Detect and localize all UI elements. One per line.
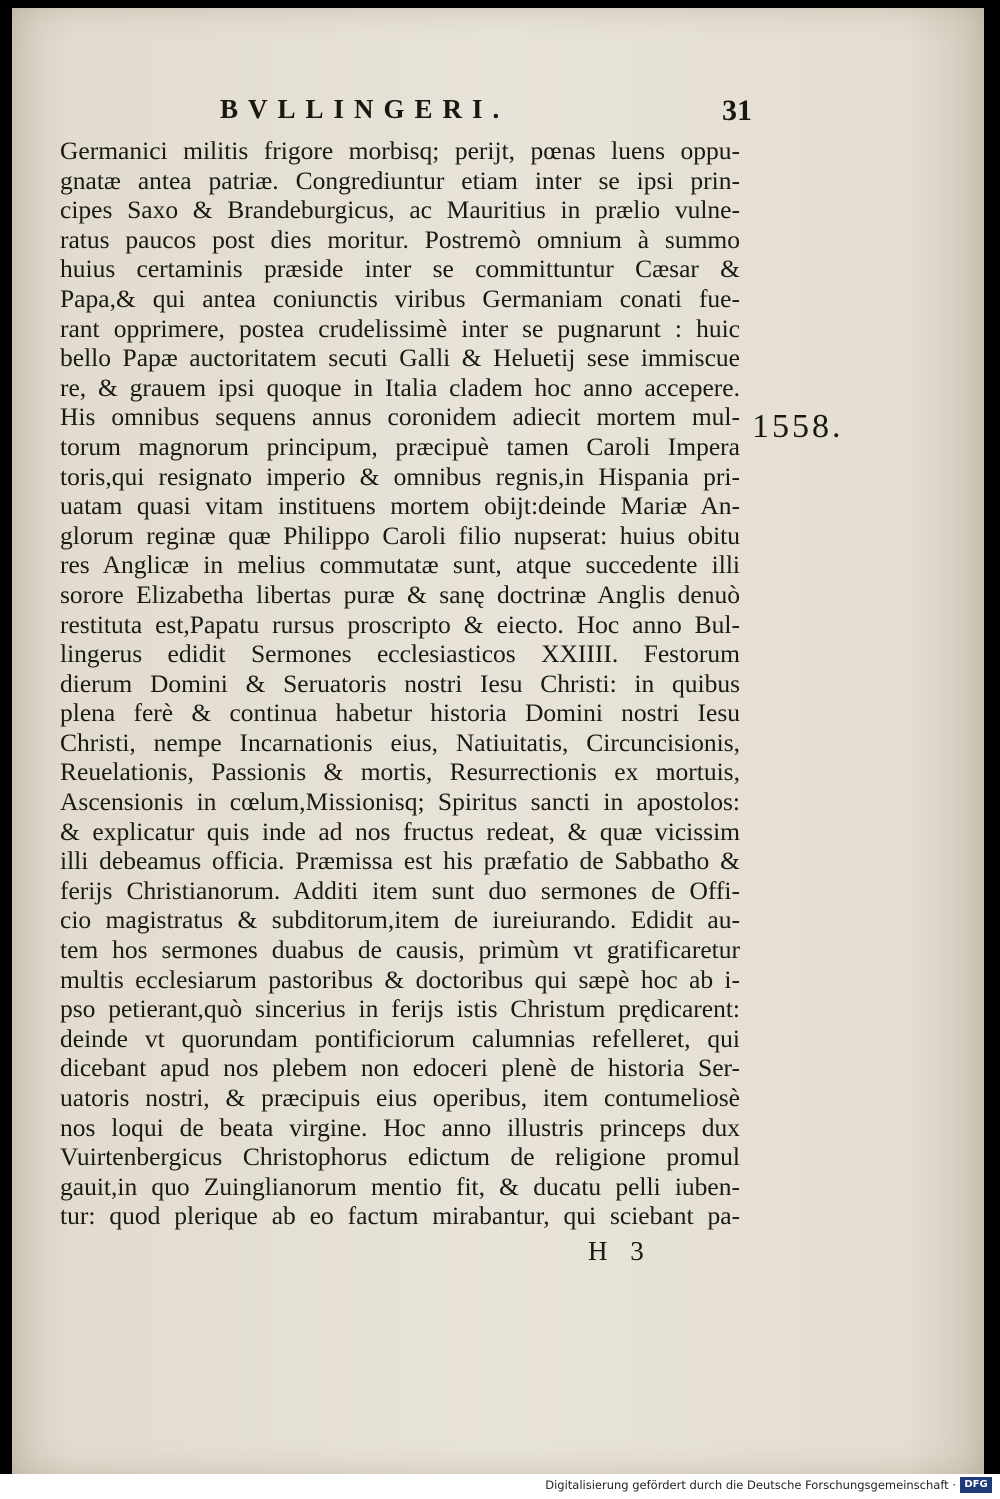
text-line: glorum reginæ quæ Philippo Caroli filio nupserat: huius obitu <box>60 520 740 550</box>
text-line: multis ecclesiarum pastoribus & doctoribus qui sæpè hoc ab i- <box>60 964 740 994</box>
text-line: Papa,& qui antea coniunctis viribus Germaniam conati fue- <box>60 283 740 313</box>
margin-year-note: 1558. <box>752 408 844 445</box>
text-line: ratus paucos post dies moritur. Postremò omnium à summo <box>60 224 740 254</box>
text-line: nos loqui de beata virgine. Hoc anno illustris princeps dux <box>60 1112 740 1142</box>
text-line: dierum Domini & Seruatoris nostri Iesu Christi: in quibus <box>60 668 740 698</box>
dfg-logo: DFG <box>960 1477 992 1493</box>
text-line: dicebant apud nos plebem non edoceri plenè de historia Ser- <box>60 1053 740 1083</box>
text-line: cio magistratus & subditorum,item de iureiurando. Edidit au- <box>60 905 740 935</box>
funding-notice: Digitalisierung gefördert durch die Deutsche Forschungsgemeinschaft · <box>545 1478 956 1492</box>
text-line: Vuirtenbergicus Christophorus edictum de religione promul <box>60 1142 740 1172</box>
page-number: 31 <box>722 94 752 127</box>
text-line: rant opprimere, postea crudelissimè inter se pugnarunt : huic <box>60 313 740 343</box>
text-line: sorore Elizabetha libertas puræ & sanę doctrinæ Anglis denuò <box>60 579 740 609</box>
body-text <box>60 136 740 1231</box>
text-line: uatoris nostri, & præcipuis eius operibus, item contumeliosè <box>60 1083 740 1112</box>
signature-mark: H 3 <box>588 1236 652 1266</box>
text-line: Germanici militis frigore morbisq; perijt, pœnas luens oppu- <box>60 136 740 165</box>
text-line: cipes Saxo & Brandeburgicus, ac Mauritius in prælio vulne- <box>60 195 740 225</box>
text-line: tur: quod plerique ab eo factum mirabantur, qui sciebant pa- <box>60 1201 740 1231</box>
text-line: plena ferè & continua habetur historia Domini nostri Iesu <box>60 698 740 728</box>
text-line: gnatæ antea patriæ. Congrediuntur etiam inter se ipsi prin- <box>60 165 740 195</box>
text-line: re, & grauem ipsi quoque in Italia cladem hoc anno accepere. <box>60 372 740 402</box>
text-line: restituta est,Papatu rursus proscripto & eiecto. Hoc anno Bul- <box>60 609 740 639</box>
text-line: ferijs Christianorum. Additi item sunt duo sermones de Offi- <box>60 875 740 905</box>
text-line: torum magnorum principum, præcipuè tamen Caroli Impera <box>60 431 740 461</box>
text-line: huius certaminis præside inter se committuntur Cæsar & <box>60 254 740 284</box>
book-page <box>12 8 984 1474</box>
text-line: His omnibus sequens annus coronidem adiecit mortem mul- <box>60 402 740 432</box>
text-line: Ascensionis in cœlum,Missionisq; Spiritus sancti in apostolos: <box>60 787 740 817</box>
text-line: Reuelationis, Passionis & mortis, Resurrectionis ex mortuis, <box>60 757 740 787</box>
text-line: tem hos sermones duabus de causis, primùm vt gratificaretur <box>60 935 740 965</box>
text-line: res Anglicæ in melius commutatæ sunt, atque succedente illi <box>60 550 740 580</box>
footer-bar <box>0 1474 1000 1499</box>
running-title: BVLLINGERI. <box>220 94 510 124</box>
text-line: lingerus edidit Sermones ecclesiasticos XXIIII. Festorum <box>60 639 740 669</box>
text-line: deinde vt quorundam pontificiorum calumnias refelleret, qui <box>60 1023 740 1053</box>
text-line: toris,qui resignato imperio & omnibus regnis,in Hispania pri- <box>60 461 740 491</box>
text-line: & explicatur quis inde ad nos fructus redeat, & quæ vicissim <box>60 816 740 846</box>
text-line: pso petierant,quò sincerius in ferijs istis Christum prędicarent: <box>60 994 740 1024</box>
text-line: uatam quasi vitam instituens mortem obijt:deinde Mariæ An- <box>60 491 740 521</box>
text-line: bello Papæ auctoritatem secuti Galli & Heluetij sese immiscue <box>60 343 740 373</box>
page-header <box>212 94 752 134</box>
text-line: illi debeamus officia. Præmissa est his præfatio de Sabbatho & <box>60 846 740 876</box>
text-line: Christi, nempe Incarnationis eius, Natiuitatis, Circuncisionis, <box>60 727 740 757</box>
text-line: gauit,in quo Zuinglianorum mentio fit, & ducatu pelli iuben- <box>60 1171 740 1201</box>
